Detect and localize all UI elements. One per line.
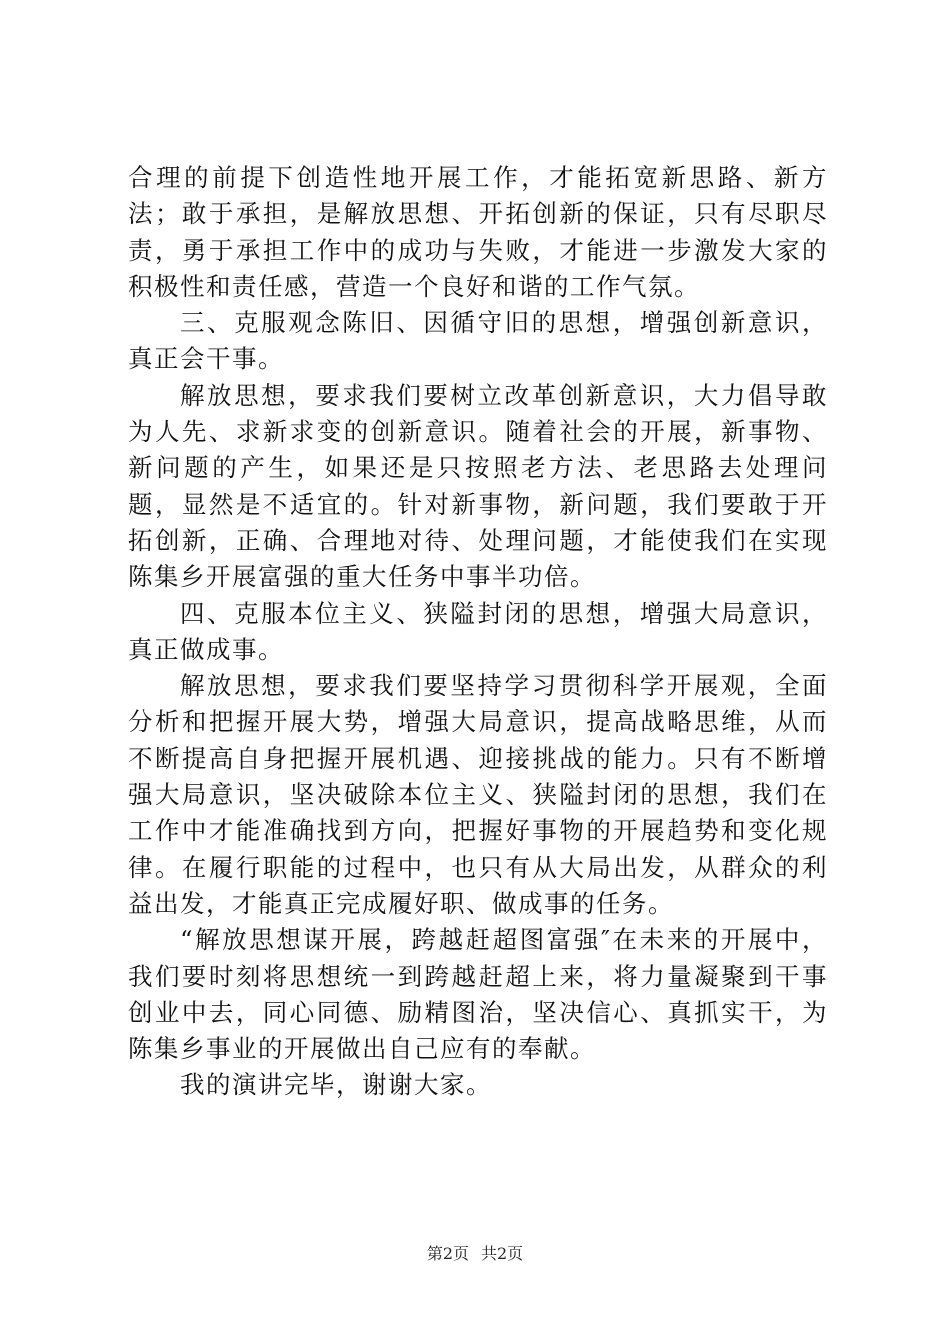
page-number: 第2页 bbox=[426, 1244, 469, 1263]
paragraph-overall-view: 解放思想，要求我们要坚持学习贯彻科学开展观，全面分析和把握开展大势，增强大局意识，提高战略思维，从而不断提高自身把握开展机遇、迎接挑战的能力。只有不断增强大局意识，坚决破除本位主义、狭隘封闭的思想，我们在工作中才能准确找到方向，把握好事物的开展趋势和变化规律。在履行职能的过程中，也只有从大局出发，从群众的利益出发，才能真正完成履好职、做成事的任务。 bbox=[128, 671, 828, 918]
paragraph-conclusion: “解放思想谋开展，跨越赶超图富强″在未来的开展中，我们要时刻将思想统一到跨越赶超上来，将力量凝聚到干事创业中去，同心同德、励精图治，坚决信心、真抓实干，为陈集乡事业的开展做出自己应有的奉献。 bbox=[128, 925, 828, 1064]
page-footer bbox=[0, 1243, 950, 1265]
heading-section-three: 三、克服观念陈旧、因循守旧的思想，增强创新意识，真正会干事。 bbox=[128, 308, 828, 374]
document-body bbox=[128, 160, 828, 1104]
paragraph-innovation: 解放思想，要求我们要树立改革创新意识，大力倡导敢为人先、求新求变的创新意识。随着社会的开展，新事物、新问题的产生，如果还是只按照老方法、老思路去处理问题，显然是不适宜的。针对新事物，新问题，我们要敢于开拓创新，正确、合理地对待、处理问题，才能使我们在实现陈集乡开展富强的重大任务中事半功倍。 bbox=[128, 380, 828, 592]
paragraph-closing: 我的演讲完毕，谢谢大家。 bbox=[180, 1070, 492, 1100]
paragraph-continuation: 合理的前提下创造性地开展工作，才能拓宽新思路、新方法；敢于承担，是解放思想、开拓创新的保证，只有尽职尽责，勇于承担工作中的成功与失败，才能进一步激发大家的积极性和责任感，营造一个良好和谐的工作气氛。 bbox=[128, 163, 828, 301]
page-total: 共2页 bbox=[481, 1244, 524, 1263]
heading-section-four: 四、克服本位主义、狭隘封闭的思想，增强大局意识，真正做成事。 bbox=[128, 598, 828, 664]
